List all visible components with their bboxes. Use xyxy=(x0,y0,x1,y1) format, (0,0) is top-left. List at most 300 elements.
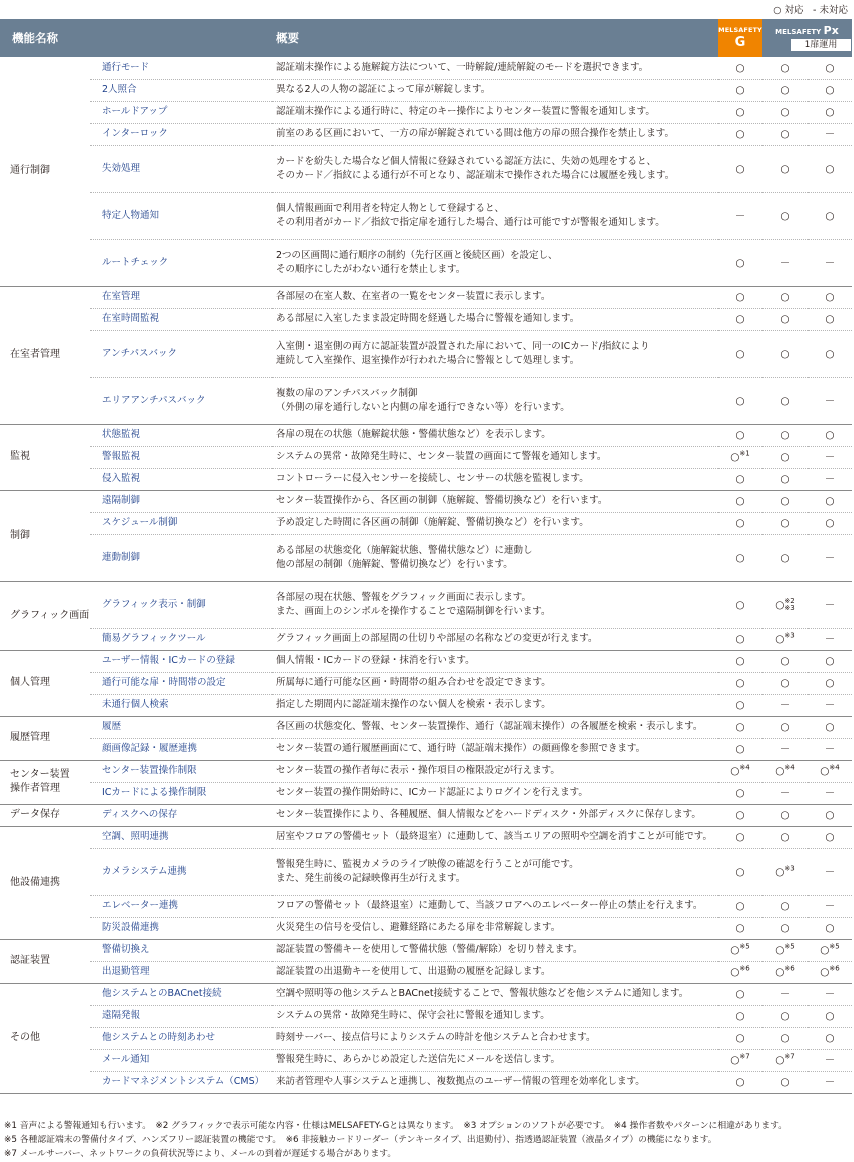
feature-name-cell: 侵入監視 xyxy=(90,468,272,490)
support-mark: ○ xyxy=(780,84,790,96)
support-px-cell xyxy=(762,961,808,983)
support-px-single-cell xyxy=(808,848,852,895)
footnotes xyxy=(4,1119,852,1161)
table-row xyxy=(0,446,852,468)
table-row xyxy=(0,804,852,826)
support-mark: ○ xyxy=(780,831,790,843)
support-mark: ○ xyxy=(780,313,790,325)
support-px-cell xyxy=(762,534,808,581)
support-mark: ○ xyxy=(735,699,745,711)
feature-name-cell: 特定人物通知 xyxy=(90,192,272,239)
table-row xyxy=(0,826,852,848)
support-px-single-cell xyxy=(808,804,852,826)
description-line: ある部屋に入室したまま設定時間を経過した場合に警報を通知します。 xyxy=(276,313,580,324)
description-line: 居室やフロアの警備セット（最終退室）に連動して、該当エリアの照明や空調を消すことが可能です。 xyxy=(276,831,713,842)
support-g-cell xyxy=(718,1005,762,1027)
support-mark: － xyxy=(824,394,836,407)
support-mark: ○ xyxy=(780,106,790,118)
support-mark: － xyxy=(824,787,836,799)
support-g-cell xyxy=(718,716,762,738)
support-mark: ○ xyxy=(735,128,745,140)
table-row xyxy=(0,672,852,694)
support-px-cell xyxy=(762,650,808,672)
support-mark: － xyxy=(824,865,836,878)
support-px-cell xyxy=(762,1027,808,1049)
feature-name-cell: ユーザー情報・ICカードの登録 xyxy=(90,650,272,672)
support-mark: ○ xyxy=(735,831,745,843)
note-reference: ※6 xyxy=(784,964,795,973)
feature-name-cell: 在室管理 xyxy=(90,286,272,308)
support-px-cell xyxy=(762,286,808,308)
support-mark: ○ xyxy=(825,313,835,325)
description-cell xyxy=(272,917,718,939)
support-g-cell xyxy=(718,848,762,895)
support-g-cell xyxy=(718,512,762,534)
support-mark: ○ xyxy=(780,429,790,441)
support-mark: ○ xyxy=(735,655,745,667)
description-line: 個人情報画面で利用者を特定人物として登録すると、 xyxy=(276,202,505,214)
description-cell xyxy=(272,1049,718,1071)
support-mark: ○ xyxy=(735,865,745,878)
feature-name-cell: 2人照合 xyxy=(90,79,272,101)
support-mark: － xyxy=(824,988,836,1000)
table-row xyxy=(0,123,852,145)
category-cell: 個人管理 xyxy=(0,650,90,716)
support-px-single-cell xyxy=(808,1027,852,1049)
description-line: 認証端末操作による通行時に、特定のキー操作によりセンター装置に警報を通知します。 xyxy=(276,106,655,117)
feature-name-cell: 在室時間監視 xyxy=(90,308,272,330)
support-px-cell xyxy=(762,694,808,716)
support-mark: ○ xyxy=(780,1010,790,1022)
table-row xyxy=(0,57,852,79)
table-row xyxy=(0,1049,852,1071)
description-cell xyxy=(272,804,718,826)
feature-table xyxy=(0,19,852,1094)
description-cell xyxy=(272,490,718,512)
feature-name-cell: エレベーター連携 xyxy=(90,895,272,917)
support-g-cell xyxy=(718,738,762,760)
table-row xyxy=(0,983,852,1005)
table-row xyxy=(0,1071,852,1093)
description-line: 複数の扉のアンチパスバック制御 xyxy=(276,387,418,399)
g-model-letter: G xyxy=(734,34,746,50)
support-mark: － xyxy=(824,451,836,463)
table-row xyxy=(0,512,852,534)
support-px-single-cell xyxy=(808,490,852,512)
table-row xyxy=(0,490,852,512)
description-cell xyxy=(272,760,718,782)
feature-name-cell: 警報監視 xyxy=(90,446,272,468)
feature-name-cell: 通行可能な扉・時間帯の設定 xyxy=(90,672,272,694)
table-row xyxy=(0,1005,852,1027)
category-cell: 認証装置 xyxy=(0,939,90,983)
support-mark: ○ xyxy=(825,162,835,175)
description-cell xyxy=(272,424,718,446)
description-line: また、発生前後の記録映像再生が行えます。 xyxy=(276,872,466,884)
support-mark: ○ xyxy=(780,451,790,463)
table-row xyxy=(0,782,852,804)
support-mark: ○ xyxy=(735,429,745,441)
description-line: 火災発生の信号を受信し、避難経路にあたる扉を非常解錠します。 xyxy=(276,922,561,933)
support-px-single-cell xyxy=(808,145,852,192)
support-px-single-cell xyxy=(808,286,852,308)
support-g-cell xyxy=(718,961,762,983)
feature-name-cell: 連動制御 xyxy=(90,534,272,581)
table-row xyxy=(0,581,852,628)
support-g-cell xyxy=(718,534,762,581)
description-cell xyxy=(272,983,718,1005)
support-g-cell xyxy=(718,1027,762,1049)
support-mark: ○ xyxy=(825,1010,835,1022)
description-cell xyxy=(272,1071,718,1093)
description-line: 前室のある区画において、一方の扉が解錠されている間は他方の扉の照合操作を禁止します。 xyxy=(276,128,675,139)
description-line: 連続して入室操作、退室操作が行われた場合に警報として処理します。 xyxy=(276,354,580,366)
support-mark: － xyxy=(824,900,836,912)
description-cell xyxy=(272,446,718,468)
table-row xyxy=(0,1027,852,1049)
support-mark: ○ xyxy=(825,495,835,507)
note-reference: ※3 xyxy=(784,631,795,640)
support-px-cell xyxy=(762,804,808,826)
table-row xyxy=(0,308,852,330)
table-row xyxy=(0,145,852,192)
description-cell xyxy=(272,286,718,308)
support-mark: ○ xyxy=(825,677,835,689)
description-cell xyxy=(272,192,718,239)
support-px-single-cell xyxy=(808,939,852,961)
description-cell xyxy=(272,1005,718,1027)
support-px-cell xyxy=(762,895,808,917)
support-g-cell xyxy=(718,490,762,512)
support-mark: ○ xyxy=(825,831,835,843)
support-mark: ○ xyxy=(735,900,745,912)
support-mark: ○ xyxy=(735,106,745,118)
support-mark: ○ xyxy=(735,313,745,325)
feature-name-cell: ディスクへの保存 xyxy=(90,804,272,826)
table-row xyxy=(0,694,852,716)
table-row xyxy=(0,534,852,581)
support-g-cell xyxy=(718,939,762,961)
support-mark: ○ xyxy=(820,765,830,777)
support-mark: ○ xyxy=(780,900,790,912)
support-px-single-cell xyxy=(808,628,852,650)
category-cell: センター装置 操作者管理 xyxy=(0,760,90,804)
support-mark: ○ xyxy=(825,1032,835,1044)
note-reference: ※2 ※3 xyxy=(784,596,795,612)
support-g-cell xyxy=(718,145,762,192)
support-mark: － xyxy=(824,256,836,269)
note-reference: ※4 xyxy=(829,763,840,772)
support-px-single-cell xyxy=(808,424,852,446)
support-px-single-cell xyxy=(808,446,852,468)
support-g-cell xyxy=(718,760,762,782)
support-mark: ○ xyxy=(735,787,745,799)
support-px-cell xyxy=(762,983,808,1005)
support-mark: ○ xyxy=(825,106,835,118)
feature-name-cell: 未通行個人検索 xyxy=(90,694,272,716)
support-mark: － xyxy=(824,598,836,611)
description-line: 所属毎に通行可能な区画・時間帯の組み合わせを設定できます。 xyxy=(276,677,551,688)
support-mark: ○ xyxy=(825,721,835,733)
feature-name-cell: アンチパスバック xyxy=(90,330,272,377)
category-cell: 監視 xyxy=(0,424,90,490)
support-px-single-cell xyxy=(808,672,852,694)
support-mark: ○ xyxy=(825,84,835,96)
support-g-cell xyxy=(718,424,762,446)
support-px-cell xyxy=(762,145,808,192)
category-cell: その他 xyxy=(0,983,90,1093)
support-px-cell xyxy=(762,848,808,895)
description-line: また、画面上のシンボルを操作することで遠隔制御を行います。 xyxy=(276,605,551,617)
category-cell: データ保存 xyxy=(0,804,90,826)
description-cell xyxy=(272,123,718,145)
support-mark: － xyxy=(779,787,791,799)
note-reference: ※5 xyxy=(784,942,795,951)
table-row xyxy=(0,424,852,446)
support-mark: ○ xyxy=(780,551,790,564)
description-line: センター装置の通行履歴画面にて、通行時（認証端末操作）の顔画像を参照できます。 xyxy=(276,743,646,754)
support-px-single-cell xyxy=(808,79,852,101)
support-mark: ○ xyxy=(775,765,785,777)
description-line: そのカード／指紋による通行が不可となり、認証端末で操作された場合には履歴を残します。 xyxy=(276,169,675,181)
table-row xyxy=(0,961,852,983)
support-g-cell xyxy=(718,1071,762,1093)
support-mark: ○ xyxy=(825,347,835,360)
support-mark: － xyxy=(779,256,791,269)
support-g-cell xyxy=(718,239,762,286)
table-body xyxy=(0,57,852,1093)
description-line: 2つの区画間に通行順序の制約（先行区画と後続区画）を設定し、 xyxy=(276,249,558,261)
support-px-cell xyxy=(762,1071,808,1093)
support-px-single-cell xyxy=(808,716,852,738)
header-melsafety-px xyxy=(762,19,852,57)
support-g-cell xyxy=(718,308,762,330)
support-g-cell xyxy=(718,446,762,468)
support-mark: － xyxy=(824,551,836,564)
support-mark: － xyxy=(824,743,836,755)
px-single-door-label: 1扉運用 xyxy=(790,38,852,52)
support-mark: ○ xyxy=(735,988,745,1000)
description-line: 空調や照明等の他システムとBACnet接続することで、警報状態などを他システムに通知します。 xyxy=(276,988,689,999)
note-reference: ※5 xyxy=(829,942,840,951)
legend: ○ 対応 - 未対応 xyxy=(773,5,848,16)
description-cell xyxy=(272,79,718,101)
support-g-cell xyxy=(718,1049,762,1071)
support-mark: ○ xyxy=(825,61,835,74)
support-mark: ○ xyxy=(735,809,745,821)
support-px-cell xyxy=(762,939,808,961)
description-line: センター装置の操作開始時に、ICカード認証によりログインを行えます。 xyxy=(276,787,588,798)
feature-name-cell: 遠隔制御 xyxy=(90,490,272,512)
note-reference: ※4 xyxy=(784,763,795,772)
description-cell xyxy=(272,826,718,848)
support-g-cell xyxy=(718,468,762,490)
description-line: グラフィック画面上の部屋間の仕切りや部屋の名称などの変更が行えます。 xyxy=(276,633,598,644)
note-reference: ※7 xyxy=(739,1052,750,1061)
category-cell: 他設備連携 xyxy=(0,826,90,939)
support-g-cell xyxy=(718,672,762,694)
support-px-cell xyxy=(762,424,808,446)
description-cell xyxy=(272,939,718,961)
support-px-single-cell xyxy=(808,895,852,917)
support-px-single-cell xyxy=(808,961,852,983)
px-brand-label: MELSAFETY xyxy=(775,28,822,36)
description-cell xyxy=(272,895,718,917)
support-mark: ○ xyxy=(780,922,790,934)
support-mark: ○ xyxy=(735,743,745,755)
support-mark: ○ xyxy=(825,429,835,441)
support-mark: ○ xyxy=(780,1032,790,1044)
support-px-single-cell xyxy=(808,123,852,145)
category-cell: 制御 xyxy=(0,490,90,581)
support-g-cell xyxy=(718,581,762,628)
support-px-cell xyxy=(762,101,808,123)
support-mark: ○ xyxy=(735,1032,745,1044)
support-mark: ○ xyxy=(735,1076,745,1088)
support-px-single-cell xyxy=(808,650,852,672)
table-row xyxy=(0,716,852,738)
support-px-cell xyxy=(762,1005,808,1027)
support-mark: ○ xyxy=(780,655,790,667)
feature-name-cell: 他システムとのBACnet接続 xyxy=(90,983,272,1005)
support-px-cell xyxy=(762,1049,808,1071)
support-mark: ○ xyxy=(730,1054,740,1066)
feature-name-cell: カードマネジメントシステム（CMS） xyxy=(90,1071,272,1093)
description-line: フロアの警備セット（最終退室）に連動して、当該フロアへのエレベーター停止の禁止を行えます。 xyxy=(276,900,703,911)
support-mark: ○ xyxy=(775,598,785,611)
support-g-cell xyxy=(718,330,762,377)
description-line: 他の部屋の制御（施解錠、警備切換など）を行います。 xyxy=(276,558,513,570)
support-mark: ○ xyxy=(825,809,835,821)
description-line: ある部屋の状態変化（施解錠状態、警備状態など）に連動し xyxy=(276,544,533,556)
description-cell xyxy=(272,534,718,581)
support-mark: ○ xyxy=(735,517,745,529)
description-line: その利用者がカード／指紋で指定扉を通行した場合、通行は可能ですが警報を通知します。 xyxy=(276,216,665,228)
support-px-single-cell xyxy=(808,57,852,79)
description-cell xyxy=(272,782,718,804)
feature-name-cell: メール通知 xyxy=(90,1049,272,1071)
feature-name-cell: エリアアンチパスバック xyxy=(90,377,272,424)
support-px-cell xyxy=(762,490,808,512)
support-mark: － xyxy=(779,743,791,755)
feature-name-cell: カメラシステム連携 xyxy=(90,848,272,895)
support-mark: ○ xyxy=(735,394,745,407)
support-g-cell xyxy=(718,123,762,145)
g-brand-label: MELSAFETY xyxy=(718,26,762,35)
description-cell xyxy=(272,694,718,716)
description-cell xyxy=(272,377,718,424)
support-mark: ○ xyxy=(735,598,745,611)
support-mark: ○ xyxy=(730,966,740,978)
table-row xyxy=(0,628,852,650)
table-row xyxy=(0,917,852,939)
support-g-cell xyxy=(718,79,762,101)
description-cell xyxy=(272,628,718,650)
description-cell xyxy=(272,239,718,286)
support-mark: ○ xyxy=(735,162,745,175)
support-px-single-cell xyxy=(808,738,852,760)
support-mark: ○ xyxy=(825,655,835,667)
description-line: カードを紛失した場合など個人情報に登録されている認証方法に、失効の処理をすると、 xyxy=(276,155,657,167)
description-cell xyxy=(272,581,718,628)
support-mark: ○ xyxy=(775,1054,785,1066)
description-cell xyxy=(272,330,718,377)
feature-name-cell: ホールドアップ xyxy=(90,101,272,123)
support-px-single-cell xyxy=(808,782,852,804)
description-line: 各扉の現在の状態（施解錠状態・警備状態など）を表示します。 xyxy=(276,429,551,440)
description-cell xyxy=(272,1027,718,1049)
support-mark: ○ xyxy=(780,495,790,507)
category-cell: 在室者管理 xyxy=(0,286,90,424)
support-mark: ○ xyxy=(780,291,790,303)
description-line: センター装置の操作者毎に表示・操作項目の権限設定が行えます。 xyxy=(276,765,560,776)
support-g-cell xyxy=(718,57,762,79)
description-line: その順序にしたがわない通行を禁止します。 xyxy=(276,263,466,275)
support-mark: ○ xyxy=(730,944,740,956)
support-mark: ○ xyxy=(735,633,745,645)
support-px-single-cell xyxy=(808,239,852,286)
table-row xyxy=(0,192,852,239)
support-px-cell xyxy=(762,672,808,694)
description-line: 来訪者管理や人事システムと連携し、複数拠点のユーザー情報の管理を効率化します。 xyxy=(276,1076,645,1087)
feature-name-cell: ルートチェック xyxy=(90,239,272,286)
support-px-cell xyxy=(762,468,808,490)
feature-name-cell: ICカードによる操作制限 xyxy=(90,782,272,804)
support-mark: ○ xyxy=(735,347,745,360)
support-mark: ○ xyxy=(775,966,785,978)
support-mark: ○ xyxy=(825,517,835,529)
description-line: システムの異常・故障発生時に、センター装置の画面にて警報を通知します。 xyxy=(276,451,607,462)
description-line: コントローラーに侵入センサーを接続し、センサーの状態を監視します。 xyxy=(276,473,589,484)
footnote-line: ※5 各種認証端末の警備付タイプ、ハンズフリー認証装置の機能です。 ※6 非接触カードリーダー（テンキータイプ、出退勤付）、指透過認証装置（液晶タイプ）の機能になります。 xyxy=(4,1135,717,1145)
description-cell xyxy=(272,848,718,895)
support-mark: ○ xyxy=(735,922,745,934)
category-cell: 履歴管理 xyxy=(0,716,90,760)
support-px-cell xyxy=(762,581,808,628)
support-mark: ○ xyxy=(735,495,745,507)
description-line: センター装置操作から、各区画の制御（施解錠、警備切換など）を行います。 xyxy=(276,495,608,506)
support-mark: ○ xyxy=(780,809,790,821)
support-mark: － xyxy=(734,209,746,222)
support-px-single-cell xyxy=(808,512,852,534)
support-px-cell xyxy=(762,57,808,79)
support-px-cell xyxy=(762,738,808,760)
support-mark: ○ xyxy=(780,162,790,175)
support-px-cell xyxy=(762,192,808,239)
note-reference: ※6 xyxy=(829,964,840,973)
support-px-single-cell xyxy=(808,917,852,939)
table-row xyxy=(0,939,852,961)
feature-name-cell: 他システムとの時刻あわせ xyxy=(90,1027,272,1049)
feature-name-cell: インターロック xyxy=(90,123,272,145)
feature-name-cell: 出退勤管理 xyxy=(90,961,272,983)
support-mark: － xyxy=(779,699,791,711)
description-cell xyxy=(272,57,718,79)
description-cell xyxy=(272,716,718,738)
support-px-cell xyxy=(762,512,808,534)
support-px-single-cell xyxy=(808,694,852,716)
support-px-single-cell xyxy=(808,826,852,848)
support-mark: ○ xyxy=(735,473,745,485)
support-px-cell xyxy=(762,79,808,101)
support-px-single-cell xyxy=(808,760,852,782)
description-cell xyxy=(272,308,718,330)
support-px-single-cell xyxy=(808,101,852,123)
table-row xyxy=(0,650,852,672)
support-mark: － xyxy=(824,1054,836,1066)
support-px-cell xyxy=(762,628,808,650)
support-px-single-cell xyxy=(808,581,852,628)
